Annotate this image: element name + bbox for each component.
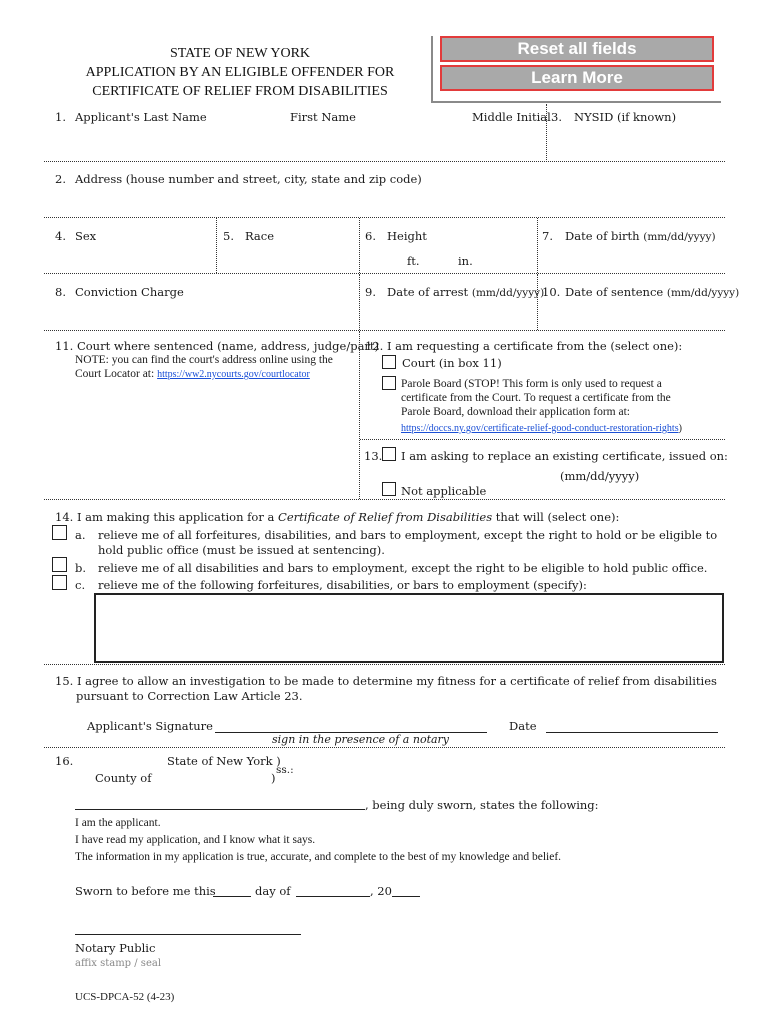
county-paren: ) <box>271 771 276 785</box>
row1-divider <box>546 104 547 160</box>
dob-label <box>565 229 716 243</box>
height-ft-label: ft. <box>407 254 420 268</box>
sex-label: Sex <box>75 229 97 243</box>
affidavit-statements <box>75 815 715 866</box>
statement-3: The information in my application is true, accurate, and complete to the best of my knowledge and belief. <box>75 851 562 863</box>
intro-c: that will (select one): <box>492 510 620 524</box>
row4-bottom-rule <box>44 273 725 274</box>
row12-bottom-rule <box>360 439 725 440</box>
learn-more-button[interactable]: Learn More <box>440 65 714 91</box>
court-option-label: Court (in box 11) <box>402 356 502 370</box>
option-a-text-2: hold public office (must be issued at sentencing). <box>98 543 385 557</box>
sworn-before-label: Sworn to before me this <box>75 884 216 898</box>
arrest-format: (mm/dd/yyyy) <box>471 287 545 299</box>
dob-text: Date of birth <box>565 229 640 243</box>
option-a-letter: a. <box>75 528 86 542</box>
title-line-2: APPLICATION BY AN ELIGIBLE OFFENDER FOR <box>85 65 395 80</box>
issued-date-format: (mm/dd/yyyy) <box>560 469 640 483</box>
statement-2: I have read my application, and I know what it says. <box>75 834 316 846</box>
sworn-day-line[interactable] <box>213 896 251 897</box>
row4-divider-2 <box>359 218 360 273</box>
row2-bottom-rule <box>44 217 725 218</box>
row4-divider-3 <box>537 218 538 273</box>
title-line-1: STATE OF NEW YORK <box>169 46 311 61</box>
option-b-letter: b. <box>75 561 87 575</box>
not-applicable-checkbox[interactable] <box>382 482 396 496</box>
notary-signature-line[interactable] <box>75 934 301 935</box>
last-name-label: Applicant's Last Name <box>75 110 207 124</box>
reset-all-fields-button[interactable]: Reset all fields <box>440 36 714 62</box>
ss-label: ss.: <box>276 764 294 776</box>
field-num-10: 10. <box>542 285 561 299</box>
note-line-1: NOTE: you can find the court's address online using the <box>75 354 333 366</box>
intro-b: Certificate of Relief from Disabilities <box>278 510 493 524</box>
parole-board-link[interactable]: https://doccs.ny.gov/certificate-relief-good-conduct-restoration-rights <box>401 423 679 434</box>
parole-board-option <box>401 377 723 436</box>
field-num-6: 6. <box>365 229 376 243</box>
sentence-date-label <box>565 285 739 299</box>
option-c-text: relieve me of the following forfeitures, disabilities, or bars to employment (specify): <box>98 578 587 592</box>
sentence-format: (mm/dd/yyyy) <box>666 287 740 299</box>
statement-1: I am the applicant. <box>75 817 161 829</box>
replace-certificate-checkbox[interactable] <box>382 447 396 461</box>
nysid-label: NYSID (if known) <box>574 110 677 124</box>
county-of-label: County of <box>95 771 152 785</box>
option-a-checkbox[interactable] <box>52 525 67 540</box>
header-divider-vertical <box>431 36 433 102</box>
notary-public-label: Notary Public <box>75 941 156 955</box>
option-b-text: relieve me of all disabilities and bars to employment, except the right to be eligible to hold public office. <box>98 561 708 575</box>
stamp-seal-label: affix stamp / seal <box>75 958 162 969</box>
court-locator-link[interactable]: https://ww2.nycourts.gov/courtlocator <box>157 369 310 380</box>
specify-relief-textbox[interactable] <box>94 593 724 663</box>
option-c-checkbox[interactable] <box>52 575 67 590</box>
note-line-2 <box>75 367 360 382</box>
row11-divider <box>359 331 360 499</box>
row1-bottom-rule <box>44 161 725 162</box>
notary-presence-note: sign in the presence of a notary <box>272 733 450 746</box>
header-divider-horizontal <box>431 101 721 103</box>
field-num-3: 3. <box>551 110 562 124</box>
field-num-9: 9. <box>365 285 376 299</box>
duly-sworn-label: , being duly sworn, states the following: <box>365 798 599 812</box>
row13-bottom-rule <box>44 499 725 500</box>
row8-divider-2 <box>537 274 538 330</box>
state-of-ny-label: State of New York ) <box>167 754 281 768</box>
option-b-checkbox[interactable] <box>52 557 67 572</box>
certificate-source-label: 12. I am requesting a certificate from the (select one): <box>365 339 683 353</box>
field-num-5: 5. <box>223 229 234 243</box>
row4-divider-1 <box>216 218 217 273</box>
dob-format: (mm/dd/yyyy) <box>643 231 716 243</box>
field-num-2: 2. <box>55 172 66 186</box>
height-label: Height <box>387 229 427 243</box>
court-locator-note <box>75 353 360 382</box>
parole-board-checkbox[interactable] <box>382 376 396 390</box>
conviction-charge-label: Conviction Charge <box>75 285 184 299</box>
field-num-7: 7. <box>542 229 553 243</box>
investigation-consent-line-2: pursuant to Correction Law Article 23. <box>76 689 303 703</box>
middle-initial-label: Middle Initial <box>472 110 551 124</box>
option-c-letter: c. <box>75 578 86 592</box>
field-num-8: 8. <box>55 285 66 299</box>
row14-bottom-rule <box>44 664 725 665</box>
sworn-month-line[interactable] <box>296 896 370 897</box>
row15-bottom-rule <box>44 747 725 748</box>
signature-label: Applicant's Signature <box>87 719 213 733</box>
title-line-3: CERTIFICATE OF RELIEF FROM DISABILITIES <box>92 84 388 99</box>
intro-a: 14. I am making this application for a <box>55 510 279 524</box>
certificate-type-label <box>55 510 619 524</box>
address-label: Address (house number and street, city, state and zip code) <box>75 172 422 186</box>
field-num-13: 13. <box>364 449 383 463</box>
sworn-year-line[interactable] <box>392 896 420 897</box>
row8-bottom-rule <box>44 330 725 331</box>
parole-line-1: Parole Board (STOP! This form is only used to request a <box>401 378 662 390</box>
height-in-label: in. <box>458 254 473 268</box>
parole-line-3: Parole Board, download their application form at: <box>401 406 630 418</box>
not-applicable-label: Not applicable <box>401 484 487 498</box>
court-sentenced-label: 11. Court where sentenced (name, address, judge/part) <box>55 339 380 353</box>
court-checkbox[interactable] <box>382 355 396 369</box>
parole-close-paren: ) <box>678 423 682 434</box>
first-name-label: First Name <box>290 110 356 124</box>
applicant-name-line[interactable] <box>75 809 365 810</box>
row8-divider-1 <box>359 274 360 330</box>
field-num-16: 16. <box>55 754 74 768</box>
investigation-consent-line-1: 15. I agree to allow an investigation to be made to determine my fitness for a certificate of relief from disabilities <box>55 674 717 688</box>
date-label: Date <box>509 719 537 733</box>
arrest-date-label <box>387 285 544 299</box>
form-id: UCS-DPCA-52 (4-23) <box>75 991 175 1003</box>
option-a-text-1: relieve me of all forfeitures, disabilities, and bars to employment, except the right to hold or be eligible to <box>98 528 718 542</box>
replace-certificate-label: I am asking to replace an existing certificate, issued on: <box>401 449 728 463</box>
parole-line-2: certificate from the Court. To request a certificate from the <box>401 392 671 404</box>
field-num-1: 1. <box>55 110 66 124</box>
day-of-label: day of <box>255 884 291 898</box>
date-line[interactable] <box>546 732 718 733</box>
race-label: Race <box>245 229 275 243</box>
field-num-4: 4. <box>55 229 66 243</box>
year-prefix-label: , 20 <box>370 884 392 898</box>
parole-line-4 <box>401 421 723 436</box>
note-line-2-text: Court Locator at: <box>75 368 158 380</box>
sentence-text: Date of sentence <box>565 285 664 299</box>
form-title <box>50 44 430 101</box>
arrest-text: Date of arrest <box>387 285 469 299</box>
